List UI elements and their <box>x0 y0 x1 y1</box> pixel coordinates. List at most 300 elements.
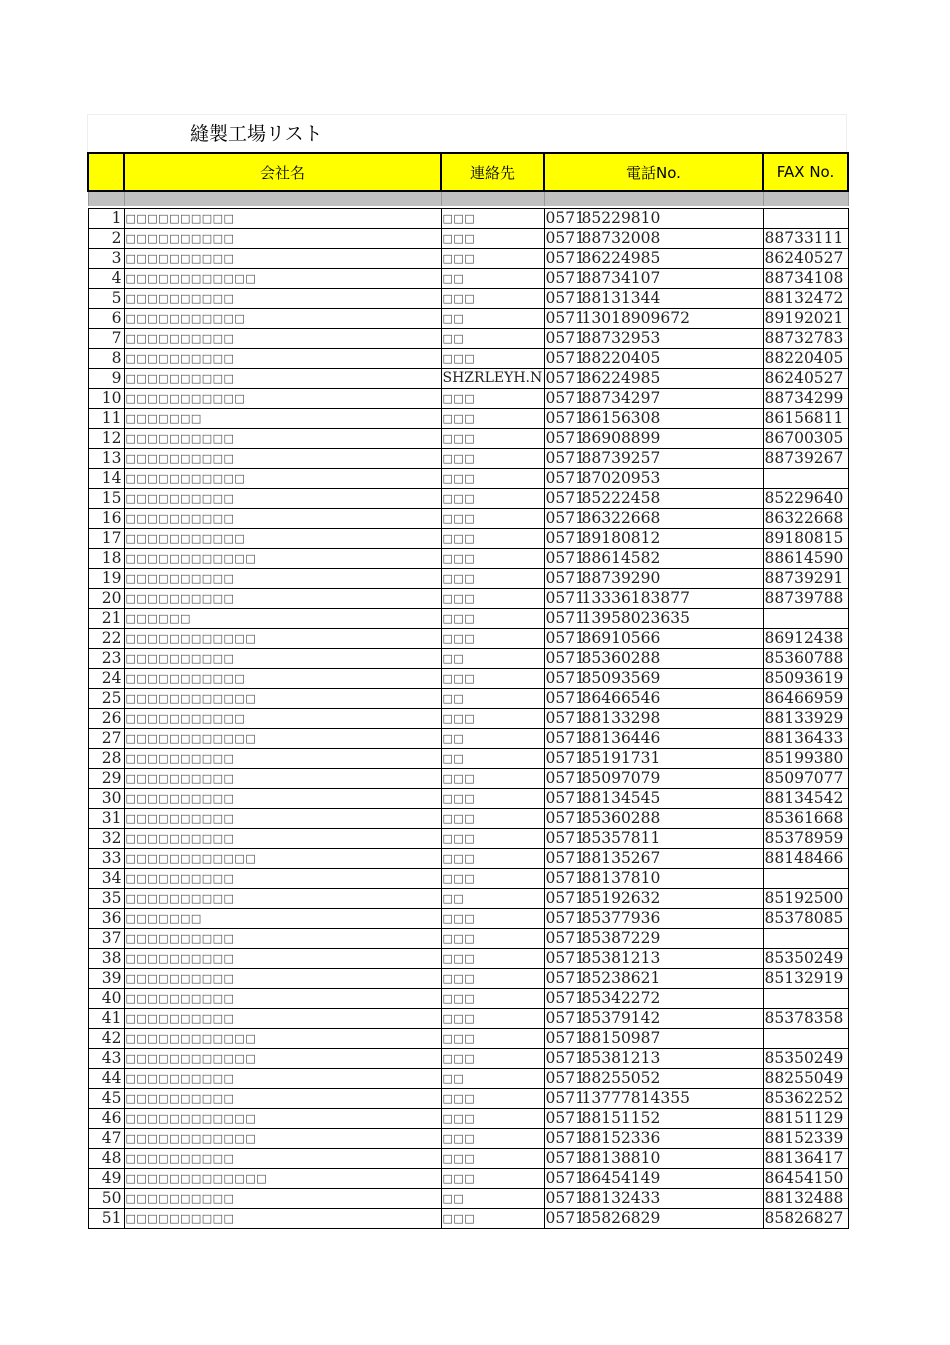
phone-cell[interactable] <box>544 409 763 429</box>
contact-cell[interactable]: □□□ <box>441 509 544 529</box>
contact-cell[interactable]: □□□ <box>441 1089 544 1109</box>
company-name-cell[interactable]: □□□□□□□□□□ <box>124 1069 441 1089</box>
phone-cell[interactable] <box>544 1169 763 1189</box>
contact-cell[interactable]: □□□ <box>441 1029 544 1049</box>
phone-number: 13018909672 <box>581 309 690 327</box>
row-number[interactable]: 51 <box>88 1209 124 1229</box>
contact-cell[interactable]: □□□ <box>441 1009 544 1029</box>
contact-cell[interactable]: □□ <box>441 1069 544 1089</box>
phone-cell[interactable] <box>544 1089 763 1109</box>
area-code: 0571 <box>545 889 585 907</box>
contact-cell[interactable]: □□□ <box>441 489 544 509</box>
contact-cell[interactable]: □□□ <box>441 829 544 849</box>
phone-number: 13777814355 <box>581 1089 690 1107</box>
row-number[interactable]: 14 <box>88 469 124 489</box>
contact-cell[interactable]: □□□ <box>441 869 544 889</box>
area-code: 0571 <box>545 969 585 987</box>
phone-cell[interactable] <box>544 509 763 529</box>
fax-cell[interactable]: 85097077 <box>763 769 848 789</box>
row-number[interactable]: 40 <box>88 989 124 1009</box>
phone-cell[interactable] <box>544 689 763 709</box>
contact-cell[interactable]: □□□ <box>441 449 544 469</box>
phone-cell[interactable] <box>544 289 763 309</box>
phone-number: 85342272 <box>581 989 661 1007</box>
contact-cell[interactable]: □□□ <box>441 1049 544 1069</box>
fax-cell[interactable] <box>763 869 848 889</box>
row-number[interactable]: 23 <box>88 649 124 669</box>
company-name-cell[interactable]: □□□□□□□□□□□ <box>124 529 441 549</box>
fax-cell[interactable]: 86454150 <box>763 1169 848 1189</box>
fax-cell[interactable]: 88732783 <box>763 329 848 349</box>
area-code: 0571 <box>545 669 585 687</box>
fax-cell[interactable]: 88255049 <box>763 1069 848 1089</box>
company-name-cell[interactable]: □□□□□□□□□□□□ <box>124 729 441 749</box>
fax-cell[interactable]: 86700305 <box>763 429 848 449</box>
row-number[interactable]: 31 <box>88 809 124 829</box>
row-number[interactable]: 6 <box>88 309 124 329</box>
company-name-cell[interactable]: □□□□□□□□□□□□ <box>124 1129 441 1149</box>
company-name-cell[interactable]: □□□□□□□□□□ <box>124 749 441 769</box>
company-name-cell[interactable]: □□□□□□□□□□□ <box>124 469 441 489</box>
row-number[interactable]: 38 <box>88 949 124 969</box>
company-name-cell[interactable]: □□□□□□□□□□□□ <box>124 1029 441 1049</box>
row-number[interactable]: 10 <box>88 389 124 409</box>
row-number[interactable]: 1 <box>88 209 124 229</box>
company-name-cell[interactable]: □□□□□□□□□□ <box>124 569 441 589</box>
fax-cell[interactable]: 88134542 <box>763 789 848 809</box>
contact-cell[interactable]: □□ <box>441 729 544 749</box>
fax-cell[interactable] <box>763 609 848 629</box>
phone-number: 85826829 <box>581 1209 661 1227</box>
row-number[interactable]: 35 <box>88 889 124 909</box>
company-name-cell[interactable]: □□□□□□□□□□□□ <box>124 1109 441 1129</box>
fax-cell[interactable]: 88148466 <box>763 849 848 869</box>
contact-cell[interactable]: □□□ <box>441 629 544 649</box>
fax-cell[interactable]: 88733111 <box>763 229 848 249</box>
row-number[interactable]: 44 <box>88 1069 124 1089</box>
row-number[interactable]: 48 <box>88 1149 124 1169</box>
area-code: 0571 <box>545 409 585 427</box>
row-number[interactable]: 41 <box>88 1009 124 1029</box>
header-fax: FAX No. <box>763 153 848 191</box>
phone-cell[interactable] <box>544 729 763 749</box>
phone-cell[interactable] <box>544 769 763 789</box>
company-name-cell[interactable]: □□□□□□□□□□□□ <box>124 549 441 569</box>
table-row <box>88 629 848 649</box>
company-name-cell[interactable]: □□□□□□□□□□□ <box>124 389 441 409</box>
fax-cell[interactable]: 88739267 <box>763 449 848 469</box>
fax-cell[interactable] <box>763 209 848 229</box>
company-name-cell[interactable]: □□□□□□□□□□ <box>124 589 441 609</box>
table-row <box>88 289 848 309</box>
company-name-cell[interactable]: □□□□□□□□□□ <box>124 1189 441 1209</box>
contact-cell[interactable]: □□ <box>441 269 544 289</box>
fax-cell[interactable]: 85192500 <box>763 889 848 909</box>
row-number[interactable]: 49 <box>88 1169 124 1189</box>
row-number[interactable]: 28 <box>88 749 124 769</box>
fax-cell[interactable]: 85132919 <box>763 969 848 989</box>
row-number[interactable]: 11 <box>88 409 124 429</box>
phone-cell[interactable] <box>544 749 763 769</box>
phone-cell[interactable] <box>544 929 763 949</box>
row-number[interactable]: 18 <box>88 549 124 569</box>
contact-cell[interactable]: □□ <box>441 889 544 909</box>
company-name-cell[interactable]: □□□□□□□□□□□□ <box>124 629 441 649</box>
phone-cell[interactable] <box>544 309 763 329</box>
fax-cell[interactable]: 85360788 <box>763 649 848 669</box>
company-name-cell[interactable]: □□□□□□□□□□ <box>124 489 441 509</box>
fax-cell[interactable]: 85361668 <box>763 809 848 829</box>
row-number[interactable]: 2 <box>88 229 124 249</box>
company-name-cell[interactable]: □□□□□□□□□□ <box>124 509 441 529</box>
fax-cell[interactable]: 88739788 <box>763 589 848 609</box>
company-name-cell[interactable]: □□□□□□□□□□ <box>124 929 441 949</box>
company-name-cell[interactable]: □□□□□□□□□□ <box>124 969 441 989</box>
phone-cell[interactable] <box>544 449 763 469</box>
company-name-cell[interactable]: □□□□□□□□□□ <box>124 949 441 969</box>
fax-cell[interactable] <box>763 989 848 1009</box>
area-code: 0571 <box>545 909 585 927</box>
fax-cell[interactable]: 88734299 <box>763 389 848 409</box>
phone-cell[interactable] <box>544 789 763 809</box>
phone-cell[interactable] <box>544 1109 763 1129</box>
phone-cell[interactable] <box>544 369 763 389</box>
phone-number: 86908899 <box>581 429 661 447</box>
contact-cell[interactable]: □□□ <box>441 809 544 829</box>
contact-cell[interactable]: □□□ <box>441 289 544 309</box>
company-name-cell[interactable]: □□□□□□□□□□ <box>124 209 441 229</box>
phone-cell[interactable] <box>544 989 763 1009</box>
row-number[interactable]: 19 <box>88 569 124 589</box>
row-number[interactable]: 25 <box>88 689 124 709</box>
phone-cell[interactable] <box>544 1069 763 1089</box>
phone-number: 85192632 <box>581 889 661 907</box>
phone-number: 88732953 <box>581 329 661 347</box>
fax-cell[interactable]: 88614590 <box>763 549 848 569</box>
phone-cell[interactable] <box>544 1149 763 1169</box>
company-name-cell[interactable]: □□□□□□□□□□□□ <box>124 689 441 709</box>
fax-cell[interactable]: 86240527 <box>763 249 848 269</box>
phone-cell[interactable] <box>544 649 763 669</box>
contact-cell[interactable]: □□□ <box>441 969 544 989</box>
row-number[interactable]: 47 <box>88 1129 124 1149</box>
fax-cell[interactable]: 86156811 <box>763 409 848 429</box>
row-number[interactable]: 3 <box>88 249 124 269</box>
company-name-cell[interactable]: □□□□□□□□□□ <box>124 1209 441 1229</box>
phone-number: 88132433 <box>581 1189 661 1207</box>
phone-cell[interactable] <box>544 709 763 729</box>
row-number[interactable]: 29 <box>88 769 124 789</box>
row-number[interactable]: 34 <box>88 869 124 889</box>
phone-cell[interactable] <box>544 1049 763 1069</box>
area-code: 0571 <box>545 709 585 727</box>
fax-cell[interactable]: 85826827 <box>763 1209 848 1229</box>
fax-cell[interactable]: 86912438 <box>763 629 848 649</box>
table-row <box>88 969 848 989</box>
phone-cell[interactable] <box>544 1129 763 1149</box>
contact-cell[interactable]: □□□ <box>441 1209 544 1229</box>
contact-cell[interactable]: □□□ <box>441 389 544 409</box>
fax-cell[interactable]: 85378085 <box>763 909 848 929</box>
phone-cell[interactable] <box>544 589 763 609</box>
row-number[interactable]: 37 <box>88 929 124 949</box>
area-code: 0571 <box>545 489 585 507</box>
contact-cell[interactable]: □□□ <box>441 709 544 729</box>
phone-cell[interactable] <box>544 249 763 269</box>
company-name-cell[interactable]: □□□□□□□□□□ <box>124 649 441 669</box>
row-number[interactable]: 12 <box>88 429 124 449</box>
area-code: 0571 <box>545 1169 585 1187</box>
company-name-cell[interactable]: □□□□□□□□□□ <box>124 889 441 909</box>
phone-number: 85387229 <box>581 929 661 947</box>
table-row <box>88 1029 848 1049</box>
area-code: 0571 <box>545 809 585 827</box>
contact-cell[interactable]: □□□ <box>441 769 544 789</box>
row-number[interactable]: 30 <box>88 789 124 809</box>
contact-cell[interactable]: □□ <box>441 649 544 669</box>
table-row <box>88 449 848 469</box>
company-name-cell[interactable]: □□□□□□□□□□ <box>124 349 441 369</box>
contact-cell[interactable]: □□□ <box>441 429 544 449</box>
contact-cell[interactable]: □□□ <box>441 849 544 869</box>
area-code: 0571 <box>545 429 585 447</box>
company-name-cell[interactable]: □□□□□□□□□□ <box>124 449 441 469</box>
table-row <box>88 609 848 629</box>
contact-cell[interactable]: □□ <box>441 749 544 769</box>
contact-cell[interactable]: □□□ <box>441 1169 544 1189</box>
row-number[interactable]: 13 <box>88 449 124 469</box>
contact-cell[interactable]: □□□ <box>441 589 544 609</box>
phone-cell[interactable] <box>544 849 763 869</box>
company-name-cell[interactable]: □□□□□□□□□□□□ <box>124 269 441 289</box>
company-name-cell[interactable]: □□□□□□□□□□ <box>124 829 441 849</box>
company-name-cell[interactable]: □□□□□□□□□□ <box>124 289 441 309</box>
phone-cell[interactable] <box>544 1009 763 1029</box>
phone-number: 85229810 <box>581 209 661 227</box>
row-number[interactable]: 22 <box>88 629 124 649</box>
company-name-cell[interactable]: □□□□□□□□□□ <box>124 1149 441 1169</box>
phone-cell[interactable] <box>544 609 763 629</box>
contact-cell[interactable]: □□□ <box>441 549 544 569</box>
contact-cell[interactable]: □□□ <box>441 929 544 949</box>
phone-cell[interactable] <box>544 1189 763 1209</box>
phone-cell[interactable] <box>544 489 763 509</box>
row-number[interactable]: 20 <box>88 589 124 609</box>
contact-cell[interactable]: SHZRLEYH.N <box>441 369 544 389</box>
fax-cell[interactable]: 88133929 <box>763 709 848 729</box>
phone-cell[interactable] <box>544 949 763 969</box>
row-number[interactable]: 42 <box>88 1029 124 1049</box>
company-name-cell[interactable]: □□□□□□□ <box>124 409 441 429</box>
company-name-cell[interactable]: □□□□□□□□□□ <box>124 809 441 829</box>
row-number[interactable]: 24 <box>88 669 124 689</box>
phone-cell[interactable] <box>544 549 763 569</box>
fax-cell[interactable] <box>763 929 848 949</box>
company-name-cell[interactable]: □□□□□□□□□□□□ <box>124 849 441 869</box>
fax-cell[interactable] <box>763 1029 848 1049</box>
company-name-cell[interactable]: □□□□□□□□□□ <box>124 1009 441 1029</box>
fax-cell[interactable]: 85229640 <box>763 489 848 509</box>
phone-cell[interactable] <box>544 529 763 549</box>
company-name-cell[interactable]: □□□□□□□□□□ <box>124 249 441 269</box>
phone-number: 85222458 <box>581 489 661 507</box>
contact-cell[interactable]: □□□ <box>441 469 544 489</box>
company-name-cell[interactable]: □□□□□□□ <box>124 909 441 929</box>
row-number[interactable]: 36 <box>88 909 124 929</box>
phone-cell[interactable] <box>544 669 763 689</box>
area-code: 0571 <box>545 949 585 967</box>
contact-cell[interactable]: □□□ <box>441 529 544 549</box>
phone-cell[interactable] <box>544 269 763 289</box>
fax-cell[interactable]: 85350249 <box>763 1049 848 1069</box>
fax-cell[interactable]: 88734108 <box>763 269 848 289</box>
phone-cell[interactable] <box>544 209 763 229</box>
sheet-title: 縫製工場リスト <box>190 123 323 145</box>
company-name-cell[interactable]: □□□□□□□□□□□□□ <box>124 1169 441 1189</box>
company-name-cell[interactable]: □□□□□□□□□□ <box>124 789 441 809</box>
row-number[interactable]: 17 <box>88 529 124 549</box>
fax-cell[interactable]: 89180815 <box>763 529 848 549</box>
contact-cell[interactable]: □□□ <box>441 909 544 929</box>
area-code: 0571 <box>545 1189 585 1207</box>
row-number[interactable]: 5 <box>88 289 124 309</box>
phone-cell[interactable] <box>544 389 763 409</box>
fax-cell[interactable]: 88152339 <box>763 1129 848 1149</box>
fax-cell[interactable]: 88132472 <box>763 289 848 309</box>
phone-number: 85377936 <box>581 909 661 927</box>
company-name-cell[interactable]: □□□□□□□□□□□ <box>124 669 441 689</box>
phone-cell[interactable] <box>544 1209 763 1229</box>
fax-cell[interactable]: 88132488 <box>763 1189 848 1209</box>
row-number[interactable]: 7 <box>88 329 124 349</box>
phone-cell[interactable] <box>544 889 763 909</box>
fax-cell[interactable]: 86466959 <box>763 689 848 709</box>
phone-cell[interactable] <box>544 429 763 449</box>
phone-cell[interactable] <box>544 349 763 369</box>
phone-cell[interactable] <box>544 329 763 349</box>
contact-cell[interactable]: □□□ <box>441 1149 544 1169</box>
fax-cell[interactable] <box>763 469 848 489</box>
contact-cell[interactable]: □□□ <box>441 669 544 689</box>
fax-cell[interactable]: 85362252 <box>763 1089 848 1109</box>
phone-number: 88220405 <box>581 349 661 367</box>
company-name-cell[interactable]: □□□□□□□□□□ <box>124 369 441 389</box>
phone-cell[interactable] <box>544 569 763 589</box>
contact-cell[interactable]: □□□ <box>441 249 544 269</box>
company-name-cell[interactable]: □□□□□□□□□□□ <box>124 309 441 329</box>
contact-cell[interactable]: □□□ <box>441 609 544 629</box>
area-code: 0571 <box>545 649 585 667</box>
phone-cell[interactable] <box>544 1029 763 1049</box>
phone-number: 88133298 <box>581 709 661 727</box>
contact-cell[interactable]: □□□ <box>441 949 544 969</box>
phone-cell[interactable] <box>544 229 763 249</box>
area-code: 0571 <box>545 1209 585 1227</box>
table-row <box>88 1189 848 1209</box>
contact-cell[interactable]: □□□ <box>441 1109 544 1129</box>
row-number[interactable]: 45 <box>88 1089 124 1109</box>
fax-cell[interactable]: 88136433 <box>763 729 848 749</box>
company-name-cell[interactable]: □□□□□□□□□□ <box>124 229 441 249</box>
row-number[interactable]: 27 <box>88 729 124 749</box>
row-number[interactable]: 8 <box>88 349 124 369</box>
fax-cell[interactable]: 88151129 <box>763 1109 848 1129</box>
company-name-cell[interactable]: □□□□□□□□□□ <box>124 329 441 349</box>
row-number[interactable]: 15 <box>88 489 124 509</box>
area-code: 0571 <box>545 589 585 607</box>
fax-cell[interactable]: 88739291 <box>763 569 848 589</box>
contact-cell[interactable]: □□□ <box>441 349 544 369</box>
company-name-cell[interactable]: □□□□□□□□□□ <box>124 769 441 789</box>
phone-cell[interactable] <box>544 809 763 829</box>
fax-cell[interactable]: 86240527 <box>763 369 848 389</box>
row-number[interactable]: 4 <box>88 269 124 289</box>
row-number[interactable]: 46 <box>88 1109 124 1129</box>
contact-cell[interactable]: □□□ <box>441 209 544 229</box>
row-number[interactable]: 16 <box>88 509 124 529</box>
company-name-cell[interactable]: □□□□□□□□□□ <box>124 869 441 889</box>
row-number[interactable]: 43 <box>88 1049 124 1069</box>
company-name-cell[interactable]: □□□□□□□□□□□ <box>124 709 441 729</box>
company-name-cell[interactable]: □□□□□□□□□□ <box>124 429 441 449</box>
fax-cell[interactable]: 86322668 <box>763 509 848 529</box>
company-name-cell[interactable]: □□□□□□ <box>124 609 441 629</box>
table-row <box>88 569 848 589</box>
contact-cell[interactable]: □□□ <box>441 409 544 429</box>
fax-cell[interactable]: 85093619 <box>763 669 848 689</box>
fax-cell[interactable]: 88220405 <box>763 349 848 369</box>
fax-cell[interactable]: 85378959 <box>763 829 848 849</box>
contact-cell[interactable]: □□□ <box>441 789 544 809</box>
company-name-cell[interactable]: □□□□□□□□□□ <box>124 989 441 1009</box>
phone-cell[interactable] <box>544 829 763 849</box>
row-number[interactable]: 9 <box>88 369 124 389</box>
contact-cell[interactable]: □□□ <box>441 1129 544 1149</box>
row-number[interactable]: 32 <box>88 829 124 849</box>
fax-cell[interactable]: 85350249 <box>763 949 848 969</box>
area-code: 0571 <box>545 569 585 587</box>
phone-cell[interactable] <box>544 469 763 489</box>
fax-cell[interactable]: 88136417 <box>763 1149 848 1169</box>
contact-cell[interactable]: □□□ <box>441 229 544 249</box>
table-row <box>88 209 848 229</box>
contact-cell[interactable]: □□ <box>441 329 544 349</box>
fax-cell[interactable]: 85378358 <box>763 1009 848 1029</box>
contact-cell[interactable]: □□ <box>441 689 544 709</box>
contact-cell[interactable]: □□□ <box>441 569 544 589</box>
table-row <box>88 529 848 549</box>
row-number[interactable]: 26 <box>88 709 124 729</box>
phone-cell[interactable] <box>544 629 763 649</box>
company-name-cell[interactable]: □□□□□□□□□□ <box>124 1089 441 1109</box>
row-number[interactable]: 21 <box>88 609 124 629</box>
area-code: 0571 <box>545 389 585 407</box>
phone-cell[interactable] <box>544 969 763 989</box>
contact-cell[interactable]: □□□ <box>441 989 544 1009</box>
phone-cell[interactable] <box>544 909 763 929</box>
phone-cell[interactable] <box>544 869 763 889</box>
row-number[interactable]: 39 <box>88 969 124 989</box>
row-number[interactable]: 33 <box>88 849 124 869</box>
contact-cell[interactable]: □□ <box>441 309 544 329</box>
contact-cell[interactable]: □□ <box>441 1189 544 1209</box>
area-code: 0571 <box>545 929 585 947</box>
fax-cell[interactable]: 85199380 <box>763 749 848 769</box>
phone-number: 85360288 <box>581 809 661 827</box>
fax-cell[interactable]: 89192021 <box>763 309 848 329</box>
company-name-cell[interactable]: □□□□□□□□□□□□ <box>124 1049 441 1069</box>
row-number[interactable]: 50 <box>88 1189 124 1209</box>
